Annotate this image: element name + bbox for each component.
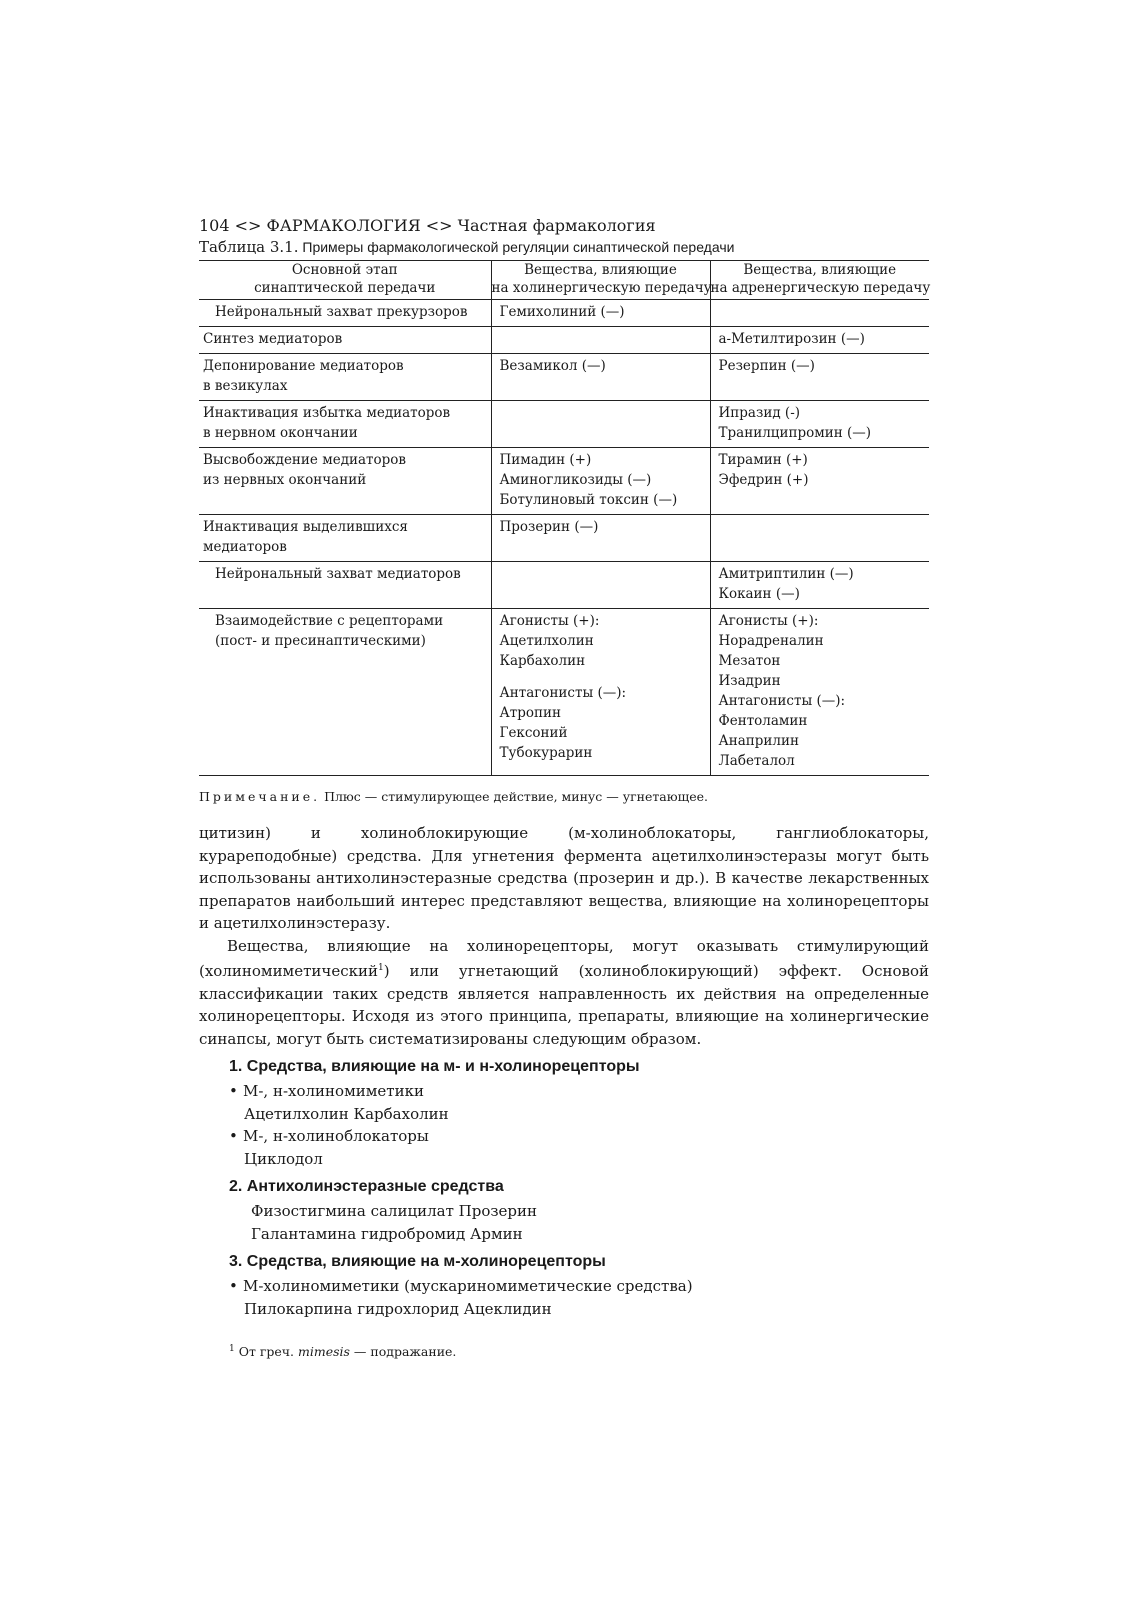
section-heading: 1. Средства, влияющие на м- и н-холинорецепторы	[229, 1058, 640, 1075]
cell-line: a-Метилтирозин (—)	[718, 331, 865, 347]
cholinergic-cell	[491, 515, 710, 562]
cell-line: Нейрональный захват медиаторов	[215, 566, 461, 582]
stage-cell	[199, 448, 491, 515]
cell-line: Карбахолин	[499, 653, 586, 669]
stage-cell	[199, 515, 491, 562]
cell-line: Ипразид (-)	[718, 405, 801, 421]
table-number: Таблица 3.1.	[199, 238, 299, 256]
column-header-line: на холинергическую передачу	[491, 280, 712, 296]
cell-line: медиаторов	[203, 539, 287, 555]
table-row	[199, 300, 929, 327]
table-row	[199, 515, 929, 562]
stage-cell	[199, 401, 491, 448]
column-header-line: Вещества, влияющие	[743, 262, 897, 278]
cell-line: Тубокурарин	[499, 745, 593, 761]
cholinergic-cell	[491, 300, 710, 327]
footnote-text: От греч.	[234, 1344, 299, 1360]
cell-line: Прозерин (—)	[499, 519, 599, 535]
stage-cell	[199, 562, 491, 609]
cell-line: (пост- и пресинаптическими)	[215, 633, 426, 649]
bullet-icon: •	[229, 1127, 238, 1145]
table-row	[199, 327, 929, 354]
table-caption	[199, 238, 929, 256]
body-text	[199, 822, 929, 1050]
stage-cell	[199, 609, 491, 776]
cell-line: Антагонисты (—):	[499, 685, 627, 701]
column-header-line: на адренергическую передачу	[710, 280, 931, 296]
table-note	[199, 788, 929, 806]
paragraph	[199, 935, 929, 1051]
list-item	[229, 1080, 929, 1103]
list-item-label: М-холиномиметики (мускариномиметические средства)	[243, 1277, 693, 1295]
cell-line: Изадрин	[718, 673, 781, 689]
cell-line: Транилципромин (—)	[718, 425, 872, 441]
cell-line: в нервном окончании	[203, 425, 358, 441]
cell-line: Агонисты (+):	[499, 613, 600, 629]
cholinergic-cell	[491, 401, 710, 448]
list-subitem: Циклодол	[244, 1149, 323, 1168]
cell-line: Мезатон	[718, 653, 781, 669]
section-heading: 2. Антихолинэстеразные средства	[229, 1178, 504, 1195]
footnote-mark: 1	[229, 1344, 235, 1354]
cell-line: Инактивация выделившихся	[203, 519, 408, 535]
section-heading: 3. Средства, влияющие на м-холинорецепторы	[229, 1253, 606, 1270]
cell-line: Амитриптилин (—)	[718, 566, 854, 582]
cell-line: Везамикол (—)	[499, 358, 606, 374]
cell-line: Тирамин (+)	[718, 452, 808, 468]
cell-line: Взаимодействие с рецепторами	[215, 613, 444, 629]
adrenergic-cell	[710, 401, 929, 448]
cell-line: Синтез медиаторов	[203, 331, 343, 347]
stage-cell	[199, 354, 491, 401]
table-header-row	[199, 261, 929, 300]
paragraph: цитизин) и холиноблокирующие (м-холиноблокаторы, ганглиоблокаторы, курареподобные) средства. Для угнетения фермента ацетилхолинэстеразы могут быть использованы антихолинэстеразные средства (прозерин и др.). В качестве лекарственных препаратов наибольший интерес представляют вещества, влияющие на холинорецепторы и ацетилхолинэстеразу.	[199, 824, 929, 932]
adrenergic-cell	[710, 354, 929, 401]
adrenergic-cell	[710, 327, 929, 354]
cell-line: Гексоний	[499, 725, 568, 741]
cell-line: Эфедрин (+)	[718, 472, 809, 488]
list-subitem: Физостигмина салицилат Прозерин	[251, 1202, 538, 1220]
footnote	[229, 1340, 929, 1361]
list-subitem: Галантамина гидробромид Армин	[251, 1224, 523, 1243]
cell-line: в везикулах	[203, 378, 288, 394]
cell-line	[500, 671, 702, 683]
cell-line: из нервных окончаний	[203, 472, 367, 488]
stage-cell	[199, 327, 491, 354]
column-header-line: Основной этап	[291, 262, 398, 278]
list-item	[229, 1275, 929, 1298]
paragraph-part: Вещества, влияющие на холинорецепторы, могут оказывать стимулирующий (холиномиметический	[199, 936, 929, 980]
document-page	[199, 216, 929, 1361]
cholinergic-cell	[491, 609, 710, 776]
table-row	[199, 562, 929, 609]
table-row	[199, 448, 929, 515]
cholinergic-cell	[491, 354, 710, 401]
running-header: 104 <> ФАРМАКОЛОГИЯ <> Частная фармакология	[199, 216, 656, 235]
cholinergic-cell	[491, 327, 710, 354]
table-body	[199, 300, 929, 776]
column-header	[491, 261, 710, 300]
column-header	[199, 261, 491, 300]
cholinergic-cell	[491, 448, 710, 515]
cell-line: Ацетилхолин	[499, 633, 594, 649]
cholinergic-cell	[491, 562, 710, 609]
synaptic-regulation-table	[199, 260, 929, 776]
cell-line: Лабеталол	[718, 753, 795, 769]
column-header	[710, 261, 929, 300]
cell-line: Высвобождение медиаторов	[203, 452, 407, 468]
list-item-label: М-, н-холиноблокаторы	[243, 1127, 429, 1145]
note-label: Примечание.	[199, 789, 321, 804]
cell-line: Фентоламин	[718, 713, 808, 729]
bullet-icon: •	[229, 1082, 238, 1100]
cell-line: Ботулиновый токсин (—)	[499, 492, 678, 508]
table-row	[199, 401, 929, 448]
adrenergic-cell	[710, 562, 929, 609]
adrenergic-cell	[710, 448, 929, 515]
stage-cell	[199, 300, 491, 327]
list-subitem: Пилокарпина гидрохлорид Ацеклидин	[244, 1299, 552, 1318]
cell-line: Атропин	[499, 705, 561, 721]
cell-line: Норадреналин	[718, 633, 824, 649]
cell-line: Нейрональный захват прекурзоров	[215, 304, 468, 320]
table-title: Примеры фармакологической регуляции синаптической передачи	[298, 239, 735, 255]
bullet-icon: •	[229, 1277, 238, 1295]
cell-line: Гемихолиний (—)	[499, 304, 625, 320]
adrenergic-cell	[710, 609, 929, 776]
cell-line: Пимадин (+)	[499, 452, 592, 468]
cell-line: Инактивация избытка медиаторов	[203, 405, 451, 421]
cell-line: Анаприлин	[718, 733, 799, 749]
cell-line: Резерпин (—)	[718, 358, 815, 374]
adrenergic-cell	[710, 515, 929, 562]
cell-line: Аминогликозиды (—)	[499, 472, 652, 488]
cell-line: Депонирование медиаторов	[203, 358, 404, 374]
cell-line: Агонисты (+):	[718, 613, 819, 629]
list-subitem: Ацетилхолин Карбахолин	[244, 1104, 449, 1123]
column-header-line: синаптической передачи	[254, 280, 436, 296]
table-row	[199, 354, 929, 401]
note-text: Плюс — стимулирующее действие, минус — угнетающее.	[320, 789, 708, 804]
table-row	[199, 609, 929, 776]
adrenergic-cell	[710, 300, 929, 327]
column-header-line: Вещества, влияющие	[524, 262, 677, 278]
paragraph-part: ) или угнетающий (холиноблокирующий) эффект. Основой классификации таких средств является направленность их действия на определенные холинорецепторы. Исходя из этого принципа, препараты, влияющие на холинергические синапсы, могут быть систематизированы следующим образом.	[199, 962, 929, 1048]
list-item	[229, 1125, 929, 1148]
footnote-term: mimesis	[298, 1344, 350, 1360]
list-item-label: М-, н-холиномиметики	[243, 1082, 424, 1100]
footnote-text: — подражание.	[349, 1344, 457, 1360]
cell-line: Кокаин (—)	[718, 586, 800, 602]
footnote-ref: 1	[377, 963, 384, 973]
cell-line: Антагонисты (—):	[718, 693, 846, 709]
